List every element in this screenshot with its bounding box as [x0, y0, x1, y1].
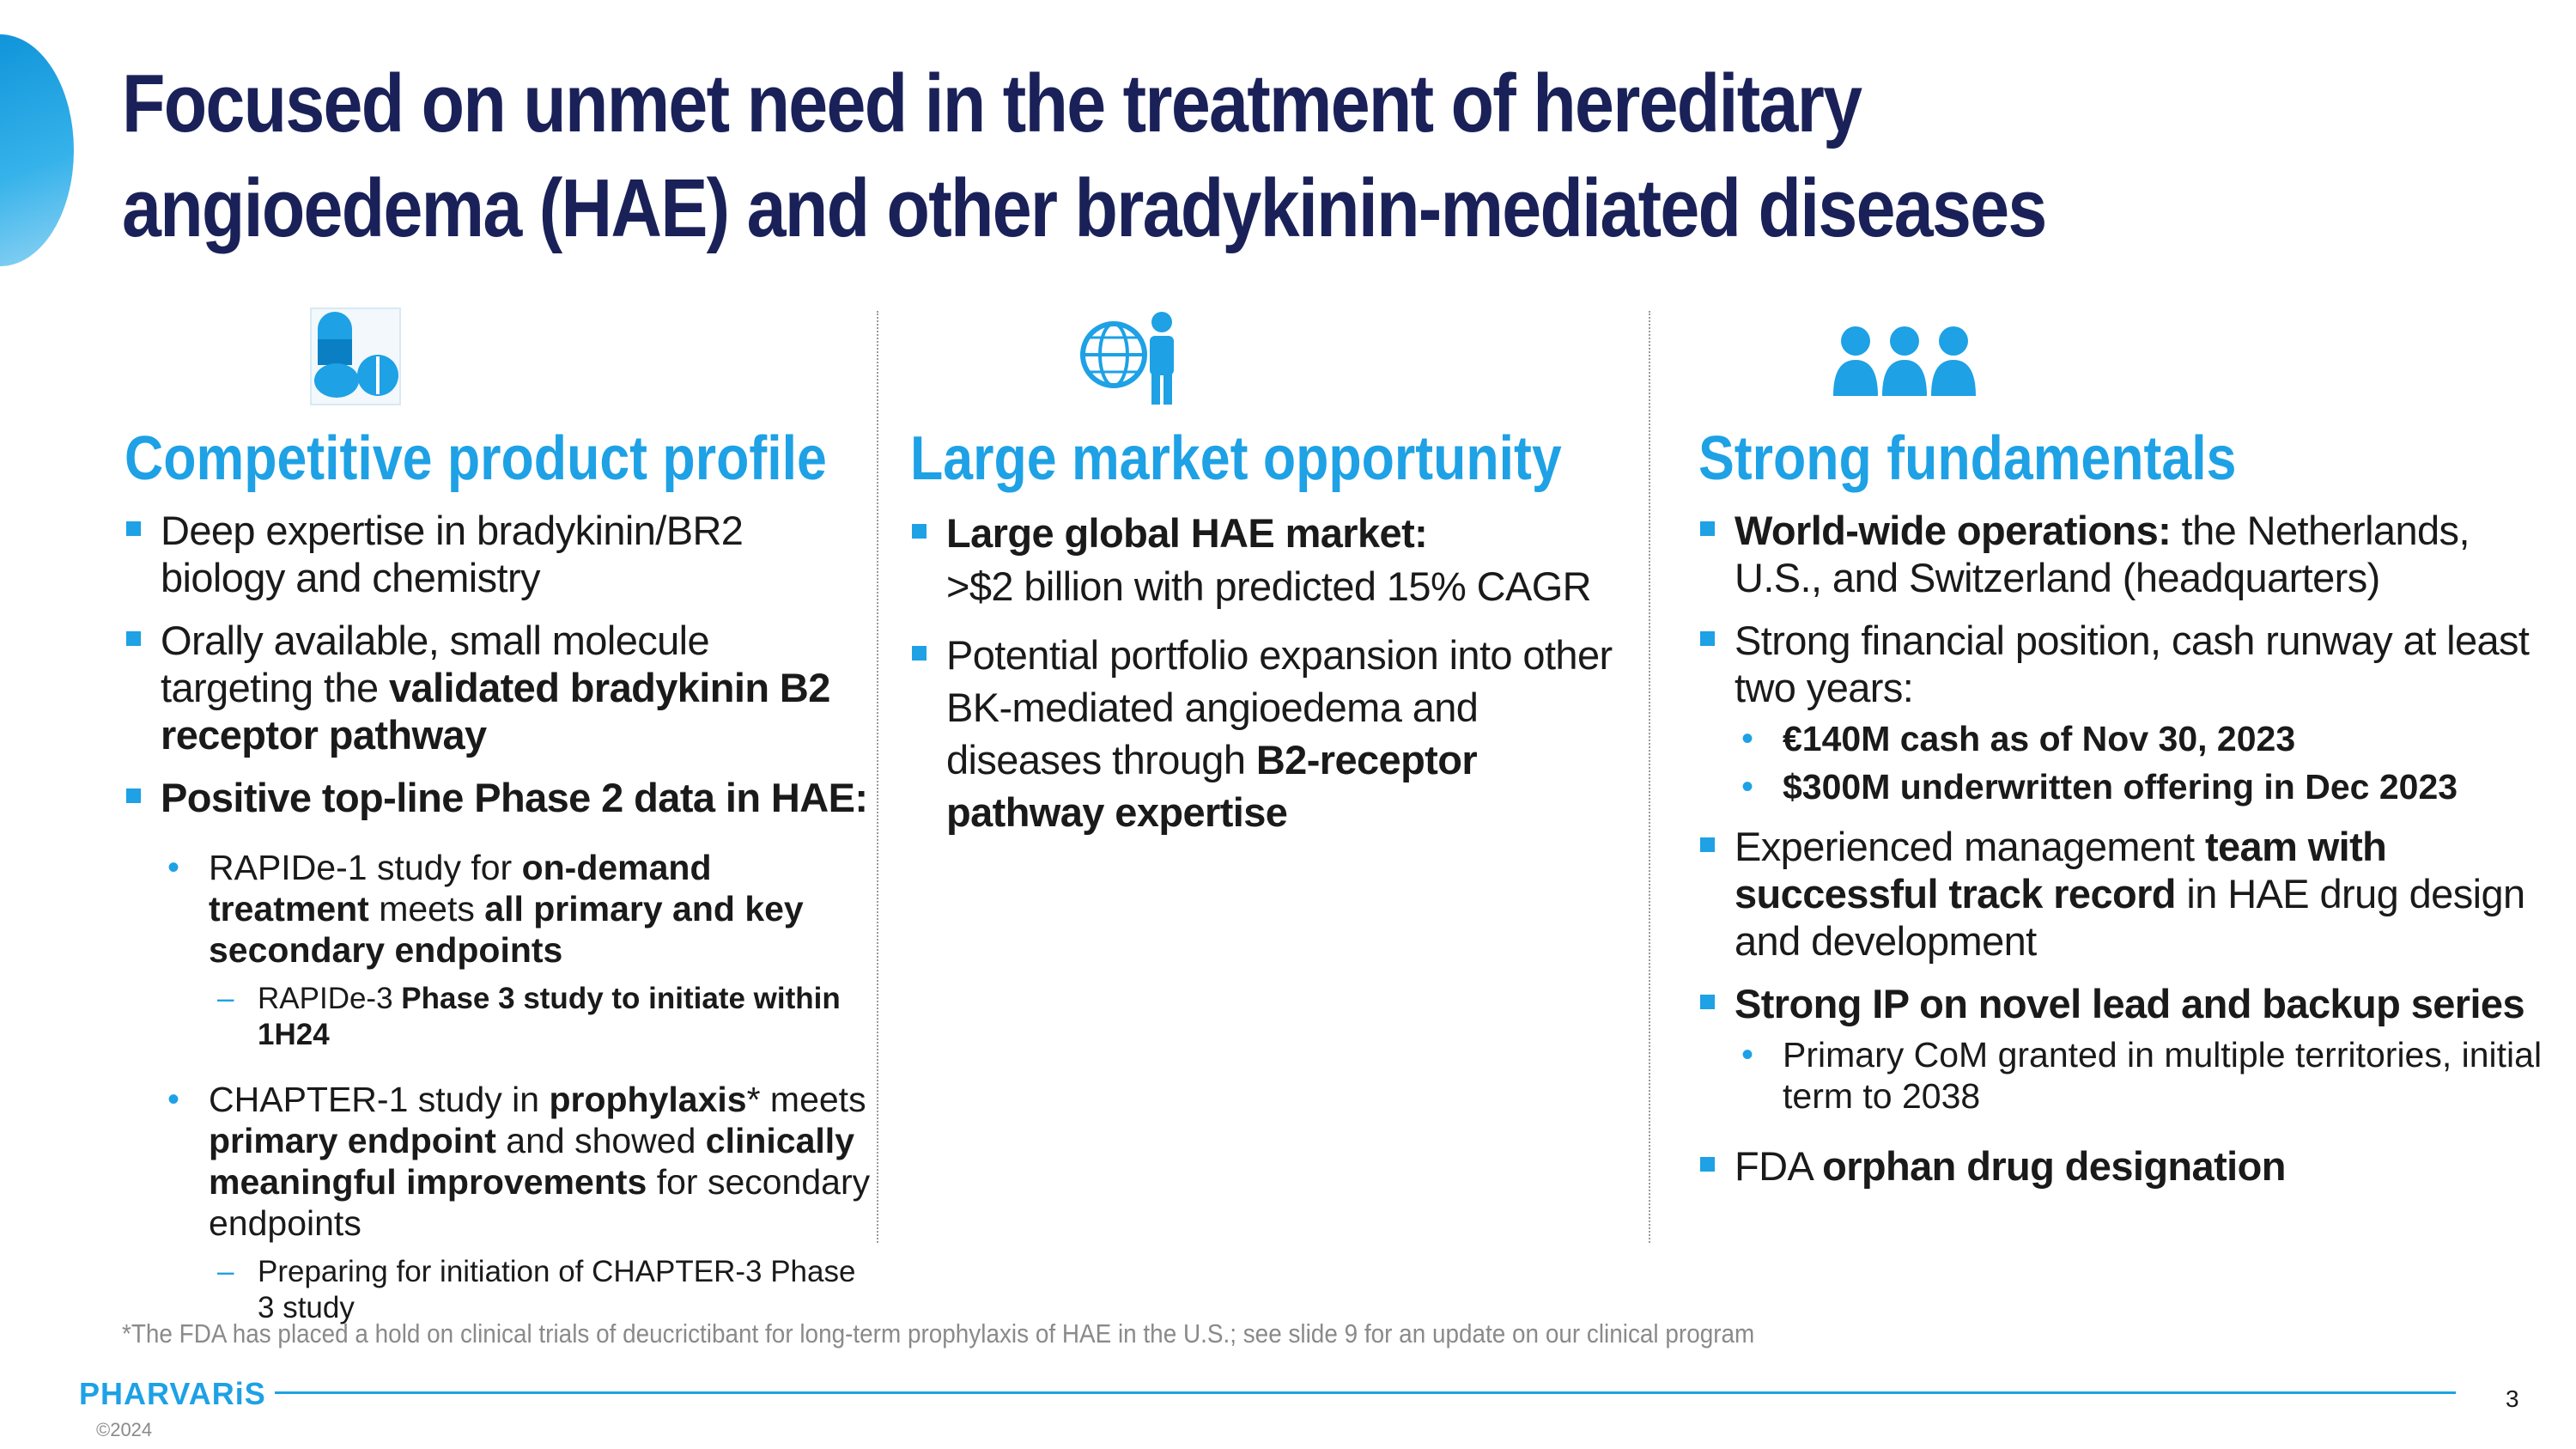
sub-sub-list-item: – Preparing for initiation of CHAPTER-3 Phase 3 study: [217, 1255, 856, 1324]
bullet-dash: –: [217, 1255, 234, 1288]
sub-list-item: • $300M underwritten offering in Dec 2023: [1741, 767, 2458, 807]
list-item: Strong IP on novel lead and backup series: [1698, 980, 2557, 1027]
bullet-square: [1700, 631, 1715, 646]
bullet-list: [910, 507, 1640, 854]
bullet-square: [912, 524, 927, 539]
list-item: FDA orphan drug designation: [1698, 1142, 2557, 1190]
column-divider: [1649, 311, 1650, 1243]
bullet-square: [912, 646, 927, 661]
bullet-dot: •: [167, 1081, 180, 1118]
bullet-square: [1700, 521, 1715, 536]
bullet-dash: –: [217, 982, 234, 1015]
page-number: 3: [2506, 1385, 2519, 1412]
list-item: Positive top-line Phase 2 data in HAE:: [125, 774, 872, 821]
bullet-square: [126, 521, 141, 536]
bullet-list: [125, 507, 872, 1338]
globe-person-icon: [1078, 305, 1189, 408]
list-item: Orally available, small molecule targeting the validated bradykinin B2 receptor pathway: [125, 617, 872, 758]
column-heading: Strong fundamentals: [1698, 424, 2237, 493]
bullet-dot: •: [1741, 1036, 1754, 1074]
bullet-square: [1700, 995, 1715, 1009]
people-group-icon: [1832, 305, 1986, 408]
pill-capsule-icon: [309, 305, 421, 408]
bullet-square: [126, 788, 141, 803]
company-logo: PHARVARiS: [79, 1376, 266, 1411]
list-item: Large global HAE market: >$2 billion with predicted 15% CAGR: [910, 507, 1640, 613]
bullet-square: [126, 631, 141, 646]
sub-list-item: • RAPIDe-1 study for on-demand treatment meets all primary and key secondary endpoints: [167, 848, 804, 970]
list-item: Experienced management team with successful track record in HAE drug design and development: [1698, 823, 2557, 965]
column-divider: [877, 311, 878, 1243]
bullet-dot: •: [1741, 768, 1754, 806]
sub-sub-list-item: – RAPIDe-3 Phase 3 study to initiate within 1H24: [217, 982, 841, 1051]
sub-list-item: • €140M cash as of Nov 30, 2023: [1741, 719, 2296, 758]
bullet-square: [1700, 1157, 1715, 1172]
bullet-dot: •: [167, 849, 180, 886]
list-item: Potential portfolio expansion into other BK-mediated angioedema and diseases through B2-receptor pathway expertise: [910, 629, 1640, 838]
column-heading: Large market opportunity: [910, 424, 1562, 493]
list-item: Strong financial position, cash runway at least two years:: [1698, 617, 2557, 711]
bullet-square: [1700, 837, 1715, 852]
corner-decoration: [0, 34, 74, 266]
list-item: Deep expertise in bradykinin/BR2 biology and chemistry: [125, 507, 872, 601]
footer-divider: [275, 1391, 2456, 1394]
copyright: ©2024: [96, 1419, 153, 1440]
bullet-dot: •: [1741, 720, 1754, 758]
sub-list-item: • Primary CoM granted in multiple territories, initial term to 2038: [1741, 1035, 2543, 1116]
column-heading: Competitive product profile: [125, 424, 827, 493]
list-item: World-wide operations: the Netherlands, U.S., and Switzerland (headquarters): [1698, 507, 2557, 601]
slide-title: Focused on unmet need in the treatment of hereditary angioedema (HAE) and other bradykinin-mediated diseases: [122, 58, 2046, 254]
sub-list-item: • CHAPTER-1 study in prophylaxis* meets primary endpoint and showed clinically meaningful improvements for secondary endpoints: [167, 1080, 871, 1243]
bullet-list: [1698, 507, 2557, 1205]
footnote: *The FDA has placed a hold on clinical trials of deucrictibant for long-term prophylaxis of HAE in the U.S.; see slide 9 for an update on our clinical program: [122, 1318, 1755, 1349]
